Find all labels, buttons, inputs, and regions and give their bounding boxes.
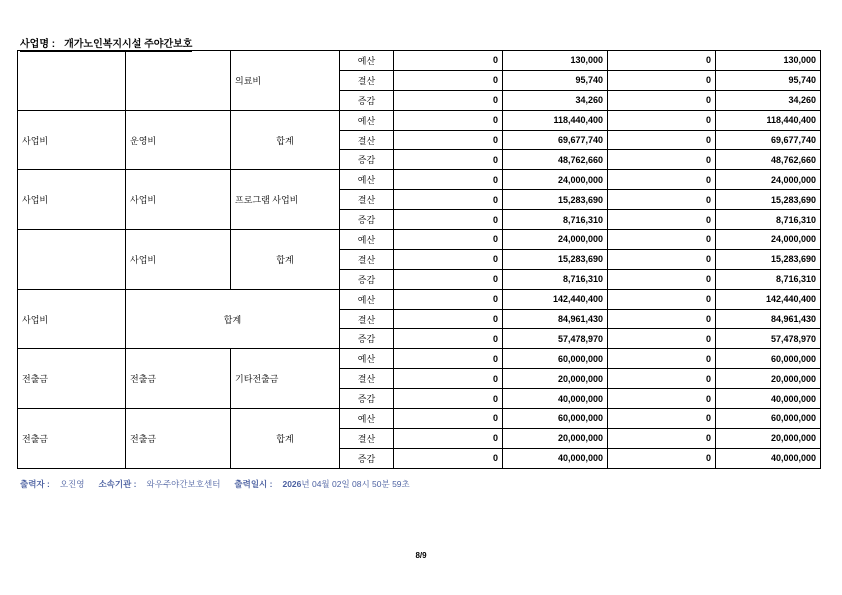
cell-amount: 15,283,690 — [716, 190, 821, 210]
cell-zero: 0 — [608, 369, 716, 389]
cell-zero: 0 — [394, 289, 503, 309]
cell-zero: 0 — [394, 110, 503, 130]
cell-zero: 0 — [608, 170, 716, 190]
cell-zero: 0 — [394, 230, 503, 250]
cell-zero: 0 — [608, 70, 716, 90]
cell-amount: 48,762,660 — [503, 150, 608, 170]
cell-row-type: 결산 — [340, 369, 394, 389]
cell-zero: 0 — [608, 190, 716, 210]
cell-row-type: 증감 — [340, 329, 394, 349]
table-row — [18, 170, 821, 190]
cell-row-type: 증감 — [340, 90, 394, 110]
cell-category: 사업비 — [18, 110, 126, 170]
cell-item: 의료비 — [231, 51, 340, 111]
cell-zero: 0 — [608, 269, 716, 289]
cell-zero: 0 — [394, 170, 503, 190]
cell-amount: 40,000,000 — [503, 448, 608, 468]
cell-row-type: 증감 — [340, 210, 394, 230]
cell-amount: 40,000,000 — [716, 389, 821, 409]
cell-amount: 60,000,000 — [716, 409, 821, 429]
cell-zero: 0 — [608, 90, 716, 110]
organization-value: 와우주야간보호센터 — [146, 479, 221, 489]
cell-subcategory — [126, 51, 231, 111]
cell-subcategory: 운영비 — [126, 110, 231, 170]
cell-amount: 69,677,740 — [503, 130, 608, 150]
cell-row-type: 증감 — [340, 269, 394, 289]
cell-item: 기타전출금 — [231, 349, 340, 409]
cell-zero: 0 — [394, 210, 503, 230]
table-row — [18, 289, 821, 309]
cell-zero: 0 — [608, 130, 716, 150]
cell-zero: 0 — [608, 230, 716, 250]
table-row — [18, 349, 821, 369]
cell-category — [18, 51, 126, 111]
cell-zero: 0 — [394, 90, 503, 110]
cell-row-type: 결산 — [340, 70, 394, 90]
cell-zero: 0 — [394, 130, 503, 150]
page-number: 8/9 — [415, 551, 427, 560]
cell-row-type: 증감 — [340, 150, 394, 170]
cell-zero: 0 — [608, 249, 716, 269]
cell-amount: 34,260 — [503, 90, 608, 110]
cell-amount: 24,000,000 — [716, 230, 821, 250]
cell-zero: 0 — [394, 448, 503, 468]
cell-row-type: 예산 — [340, 409, 394, 429]
cell-zero: 0 — [608, 329, 716, 349]
table-row — [18, 110, 821, 130]
cell-subcategory: 전출금 — [126, 409, 231, 469]
cell-zero: 0 — [394, 190, 503, 210]
cell-amount: 69,677,740 — [716, 130, 821, 150]
cell-zero: 0 — [394, 70, 503, 90]
cell-amount: 130,000 — [503, 51, 608, 71]
cell-zero: 0 — [394, 150, 503, 170]
cell-amount: 48,762,660 — [716, 150, 821, 170]
cell-item: 합계 — [231, 110, 340, 170]
cell-zero: 0 — [608, 409, 716, 429]
cell-zero: 0 — [394, 349, 503, 369]
cell-amount: 118,440,400 — [716, 110, 821, 130]
cell-amount: 8,716,310 — [716, 210, 821, 230]
budget-table — [17, 50, 821, 469]
cell-amount: 34,260 — [716, 90, 821, 110]
cell-zero: 0 — [608, 389, 716, 409]
cell-zero: 0 — [608, 210, 716, 230]
cell-row-type: 결산 — [340, 249, 394, 269]
cell-zero: 0 — [608, 110, 716, 130]
cell-amount: 8,716,310 — [503, 210, 608, 230]
cell-amount: 142,440,400 — [716, 289, 821, 309]
cell-amount: 60,000,000 — [503, 349, 608, 369]
cell-row-type: 예산 — [340, 289, 394, 309]
cell-amount: 57,478,970 — [716, 329, 821, 349]
cell-category: 전출금 — [18, 409, 126, 469]
cell-item: 프로그램 사업비 — [231, 170, 340, 230]
cell-zero: 0 — [394, 249, 503, 269]
cell-amount: 24,000,000 — [716, 170, 821, 190]
cell-zero: 0 — [394, 389, 503, 409]
cell-item: 합계 — [231, 230, 340, 290]
cell-amount: 57,478,970 — [503, 329, 608, 349]
cell-row-type: 예산 — [340, 110, 394, 130]
cell-zero: 0 — [608, 289, 716, 309]
cell-row-type: 예산 — [340, 349, 394, 369]
cell-amount: 20,000,000 — [503, 369, 608, 389]
cell-amount: 84,961,430 — [716, 309, 821, 329]
cell-zero: 0 — [394, 409, 503, 429]
cell-amount: 142,440,400 — [503, 289, 608, 309]
cell-zero: 0 — [394, 269, 503, 289]
print-info-footer — [20, 478, 410, 490]
cell-amount: 95,740 — [716, 70, 821, 90]
cell-item: 합계 — [231, 409, 340, 469]
cell-zero: 0 — [608, 150, 716, 170]
cell-zero: 0 — [394, 51, 503, 71]
title-value: 개가노인복지시설 주야간보호 — [64, 39, 193, 50]
cell-zero: 0 — [608, 309, 716, 329]
cell-row-type: 결산 — [340, 309, 394, 329]
cell-row-type: 예산 — [340, 170, 394, 190]
cell-category: 사업비 — [18, 170, 126, 230]
cell-amount: 60,000,000 — [503, 409, 608, 429]
cell-category — [18, 230, 126, 290]
cell-zero: 0 — [608, 349, 716, 369]
cell-subcategory: 전출금 — [126, 349, 231, 409]
cell-amount: 40,000,000 — [716, 448, 821, 468]
cell-amount: 20,000,000 — [716, 369, 821, 389]
cell-zero: 0 — [608, 51, 716, 71]
table-row — [18, 409, 821, 429]
cell-row-type: 결산 — [340, 190, 394, 210]
cell-item: 합계 — [126, 289, 340, 349]
cell-subcategory: 사업비 — [126, 170, 231, 230]
cell-row-type: 결산 — [340, 428, 394, 448]
cell-amount: 24,000,000 — [503, 170, 608, 190]
cell-amount: 118,440,400 — [503, 110, 608, 130]
printed-by-label: 출력자 : — [20, 479, 50, 489]
cell-category: 사업비 — [18, 289, 126, 349]
cell-zero: 0 — [608, 448, 716, 468]
printed-at-rest: 년 04월 02일 08시 50분 59초 — [301, 479, 410, 489]
cell-amount: 20,000,000 — [503, 428, 608, 448]
cell-row-type: 예산 — [340, 230, 394, 250]
printed-at-label: 출력일시 : — [234, 479, 273, 489]
cell-amount: 20,000,000 — [716, 428, 821, 448]
cell-row-type: 증감 — [340, 389, 394, 409]
cell-amount: 95,740 — [503, 70, 608, 90]
cell-amount: 15,283,690 — [503, 190, 608, 210]
cell-subcategory: 사업비 — [126, 230, 231, 290]
cell-row-type: 예산 — [340, 51, 394, 71]
printed-by-value: 오진영 — [59, 479, 85, 489]
title-label: 사업명 : — [20, 39, 56, 50]
cell-amount: 8,716,310 — [716, 269, 821, 289]
table-row — [18, 51, 821, 71]
cell-row-type: 증감 — [340, 448, 394, 468]
cell-amount: 8,716,310 — [503, 269, 608, 289]
cell-amount: 15,283,690 — [503, 249, 608, 269]
cell-zero: 0 — [394, 329, 503, 349]
cell-category: 전출금 — [18, 349, 126, 409]
cell-amount: 130,000 — [716, 51, 821, 71]
cell-row-type: 결산 — [340, 130, 394, 150]
cell-amount: 60,000,000 — [716, 349, 821, 369]
cell-amount: 84,961,430 — [503, 309, 608, 329]
cell-amount: 24,000,000 — [503, 230, 608, 250]
organization-label: 소속기관 : — [98, 479, 137, 489]
cell-zero: 0 — [394, 309, 503, 329]
printed-at-year: 2026 — [282, 479, 302, 489]
cell-zero: 0 — [394, 369, 503, 389]
table-row — [18, 230, 821, 250]
cell-zero: 0 — [394, 428, 503, 448]
cell-amount: 15,283,690 — [716, 249, 821, 269]
cell-amount: 40,000,000 — [503, 389, 608, 409]
cell-zero: 0 — [608, 428, 716, 448]
